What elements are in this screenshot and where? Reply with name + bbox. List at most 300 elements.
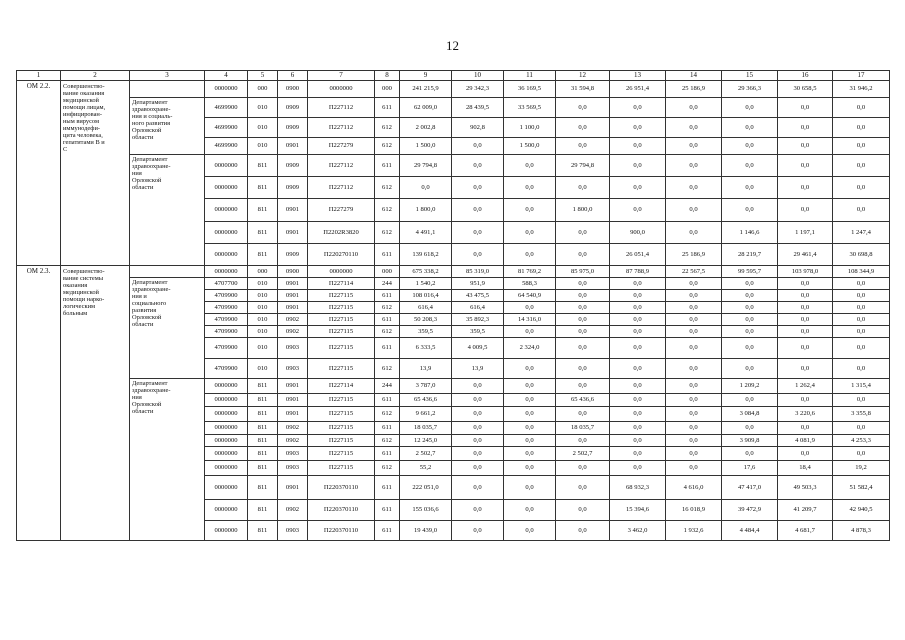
table-cell: 359,5 xyxy=(400,326,452,338)
table-cell: 0,0 xyxy=(666,199,722,222)
table-cell: 222 051,0 xyxy=(400,476,452,500)
table-row xyxy=(17,98,890,118)
table-cell: 0,0 xyxy=(833,138,890,155)
table-cell: П227115 xyxy=(308,435,375,447)
table-cell: П227115 xyxy=(308,302,375,314)
table-cell: 0,0 xyxy=(452,447,504,461)
table-cell: 0000000 xyxy=(205,155,248,177)
table-cell: 0,0 xyxy=(722,326,778,338)
table-cell: 0900 xyxy=(278,81,308,98)
table-cell: 4709900 xyxy=(205,359,248,379)
table-cell: 14 316,0 xyxy=(504,314,556,326)
table-cell: 4 484,4 xyxy=(722,521,778,541)
column-number-8: 8 xyxy=(375,71,400,81)
table-cell: 4707700 xyxy=(205,278,248,290)
column-number-14: 14 xyxy=(666,71,722,81)
table-cell: 4 616,0 xyxy=(666,476,722,500)
table-cell: 108 016,4 xyxy=(400,290,452,302)
table-cell: 4 081,9 xyxy=(778,435,833,447)
table-cell: 0,0 xyxy=(666,314,722,326)
table-cell: 616,4 xyxy=(400,302,452,314)
table-cell: 35 892,3 xyxy=(452,314,504,326)
table-cell: 0902 xyxy=(278,435,308,447)
table-cell: 000 xyxy=(248,81,278,98)
table-cell: 0901 xyxy=(278,394,308,407)
table-cell: 0,0 xyxy=(722,98,778,118)
table-cell: 18 035,7 xyxy=(556,422,610,435)
table-cell: 0,0 xyxy=(722,118,778,138)
table-cell: 31 594,8 xyxy=(556,81,610,98)
executor-department xyxy=(130,278,205,379)
table-cell: 30 698,8 xyxy=(833,244,890,266)
table-cell: 0,0 xyxy=(556,314,610,326)
table-cell: 0,0 xyxy=(666,359,722,379)
table-cell: 0,0 xyxy=(722,338,778,359)
table-cell: 359,5 xyxy=(452,326,504,338)
table-cell: 13,9 xyxy=(400,359,452,379)
table-cell: 0,0 xyxy=(833,422,890,435)
table-cell: 41 209,7 xyxy=(778,500,833,521)
table-cell: 811 xyxy=(248,422,278,435)
table-cell: 1 500,0 xyxy=(400,138,452,155)
table-cell: 0,0 xyxy=(666,379,722,394)
table-cell: 612 xyxy=(375,435,400,447)
table-cell: 0,0 xyxy=(504,521,556,541)
table-cell: 0,0 xyxy=(610,379,666,394)
table-cell: 616,4 xyxy=(452,302,504,314)
table-cell: П227112 xyxy=(308,98,375,118)
table-cell: 611 xyxy=(375,98,400,118)
table-cell: 0,0 xyxy=(504,222,556,244)
table-cell: 0,0 xyxy=(610,290,666,302)
table-cell: 811 xyxy=(248,244,278,266)
table-cell: 13,9 xyxy=(452,359,504,379)
table-cell: 900,0 xyxy=(610,222,666,244)
table-cell: 0,0 xyxy=(666,422,722,435)
table-cell: 1 500,0 xyxy=(504,138,556,155)
table-cell: 0,0 xyxy=(556,244,610,266)
table-cell: П227112 xyxy=(308,118,375,138)
table-cell: 0,0 xyxy=(504,177,556,199)
table-cell: 0,0 xyxy=(610,118,666,138)
table-cell: 0,0 xyxy=(833,98,890,118)
table-cell: 951,9 xyxy=(452,278,504,290)
table-cell: 4709900 xyxy=(205,290,248,302)
table-cell: 0,0 xyxy=(400,177,452,199)
table-cell: 0,0 xyxy=(833,302,890,314)
table-cell: П220370110 xyxy=(308,500,375,521)
table-cell: 4699900 xyxy=(205,138,248,155)
table-cell: 18,4 xyxy=(778,461,833,476)
table-cell: 010 xyxy=(248,138,278,155)
table-cell: 0901 xyxy=(278,278,308,290)
table-cell: 2 002,8 xyxy=(400,118,452,138)
table-cell: 0,0 xyxy=(504,461,556,476)
column-number-1: 1 xyxy=(17,71,61,81)
table-cell: 0,0 xyxy=(833,326,890,338)
table-cell: 0,0 xyxy=(833,118,890,138)
table-cell: 675 338,2 xyxy=(400,266,452,278)
page-number: 12 xyxy=(446,38,459,53)
table-cell: 611 xyxy=(375,500,400,521)
table-cell: 0,0 xyxy=(722,278,778,290)
table-row xyxy=(17,379,890,394)
column-number-2: 2 xyxy=(61,71,130,81)
table-cell: 0,0 xyxy=(556,278,610,290)
table-cell: 0,0 xyxy=(833,155,890,177)
table-cell: 103 978,0 xyxy=(778,266,833,278)
table-cell: 811 xyxy=(248,155,278,177)
table-cell: 0,0 xyxy=(833,290,890,302)
table-cell: 50 208,3 xyxy=(400,314,452,326)
table-cell: 0,0 xyxy=(452,500,504,521)
table-cell: 1 800,0 xyxy=(556,199,610,222)
table-cell: 0,0 xyxy=(666,394,722,407)
column-number-3: 3 xyxy=(130,71,205,81)
table-cell: 4709900 xyxy=(205,314,248,326)
table-cell: 0,0 xyxy=(556,407,610,422)
table-cell: 0,0 xyxy=(610,447,666,461)
table-cell: 0,0 xyxy=(504,199,556,222)
table-cell: 0,0 xyxy=(833,177,890,199)
column-number-5: 5 xyxy=(248,71,278,81)
table-cell: 0000000 xyxy=(205,177,248,199)
table-cell: 0,0 xyxy=(778,290,833,302)
table-cell: 1 209,2 xyxy=(722,379,778,394)
table-cell: 0,0 xyxy=(778,138,833,155)
table-cell: 3 787,0 xyxy=(400,379,452,394)
table-cell: 0,0 xyxy=(504,476,556,500)
table-cell: 36 169,5 xyxy=(504,81,556,98)
table-cell: 1 315,4 xyxy=(833,379,890,394)
executor-department xyxy=(130,379,205,541)
table-cell: 0,0 xyxy=(778,278,833,290)
table-cell: 51 582,4 xyxy=(833,476,890,500)
table-cell: 0000000 xyxy=(205,199,248,222)
table-cell: 0,0 xyxy=(556,222,610,244)
table-cell: 3 909,8 xyxy=(722,435,778,447)
table-cell: 0000000 xyxy=(205,461,248,476)
table-cell: 0,0 xyxy=(833,199,890,222)
table-cell: 1 197,1 xyxy=(778,222,833,244)
table-cell: 0,0 xyxy=(722,302,778,314)
table-cell: 0902 xyxy=(278,422,308,435)
column-number-7: 7 xyxy=(308,71,375,81)
table-cell: 25 186,9 xyxy=(666,244,722,266)
table-cell: 0,0 xyxy=(504,407,556,422)
table-cell: 0,0 xyxy=(610,435,666,447)
table-cell: 0,0 xyxy=(556,326,610,338)
table-cell: 0,0 xyxy=(666,98,722,118)
table-cell: 612 xyxy=(375,222,400,244)
table-cell: П227115 xyxy=(308,359,375,379)
table-cell: 4 253,3 xyxy=(833,435,890,447)
table-cell: 0,0 xyxy=(666,222,722,244)
table-cell: 0,0 xyxy=(778,338,833,359)
table-cell: 244 xyxy=(375,379,400,394)
table-cell: П227115 xyxy=(308,422,375,435)
table-cell: 47 417,0 xyxy=(722,476,778,500)
table-cell: 0,0 xyxy=(556,338,610,359)
table-cell: 0,0 xyxy=(778,98,833,118)
table-cell: 22 567,5 xyxy=(666,266,722,278)
table-cell: 16 018,9 xyxy=(666,500,722,521)
table-row xyxy=(17,278,890,290)
table-cell: 0,0 xyxy=(666,447,722,461)
table-cell: 611 xyxy=(375,338,400,359)
table-cell: 811 xyxy=(248,222,278,244)
table-cell: 0,0 xyxy=(722,314,778,326)
table-cell: 811 xyxy=(248,394,278,407)
table-cell: П220370110 xyxy=(308,521,375,541)
table-cell: 64 540,9 xyxy=(504,290,556,302)
table-cell: 0903 xyxy=(278,359,308,379)
table-cell: 0,0 xyxy=(504,244,556,266)
column-number-4: 4 xyxy=(205,71,248,81)
table-cell: 0,0 xyxy=(556,359,610,379)
table-cell: 0909 xyxy=(278,177,308,199)
table-cell: 0901 xyxy=(278,379,308,394)
table-cell: 612 xyxy=(375,407,400,422)
table-cell: 12 245,0 xyxy=(400,435,452,447)
table-cell: 010 xyxy=(248,359,278,379)
table-cell: 811 xyxy=(248,521,278,541)
table-row xyxy=(17,155,890,177)
table-cell: 26 951,4 xyxy=(610,81,666,98)
column-number-12: 12 xyxy=(556,71,610,81)
table-cell: 0903 xyxy=(278,447,308,461)
table-cell: 99 595,7 xyxy=(722,266,778,278)
table-cell: 87 788,9 xyxy=(610,266,666,278)
table-cell: 0000000 xyxy=(205,379,248,394)
executor-department-text: Департамент здравоохране- ния и социаль- ного развития Орловской области xyxy=(132,99,173,141)
table-cell: 0,0 xyxy=(778,302,833,314)
table-cell: П227114 xyxy=(308,379,375,394)
table-cell: 010 xyxy=(248,326,278,338)
table-cell: 0,0 xyxy=(556,379,610,394)
table-cell: П227115 xyxy=(308,290,375,302)
table-cell: 0901 xyxy=(278,138,308,155)
table-cell: 0,0 xyxy=(666,290,722,302)
table-cell: 241 215,9 xyxy=(400,81,452,98)
column-number-17: 17 xyxy=(833,71,890,81)
table-cell: П227115 xyxy=(308,338,375,359)
executor-department-text: Департамент здравоохране- ния Орловской области xyxy=(132,156,171,191)
table-cell: 0,0 xyxy=(778,359,833,379)
table-cell: 29 366,3 xyxy=(722,81,778,98)
executor-department xyxy=(130,155,205,266)
table-cell: 2 502,7 xyxy=(556,447,610,461)
table-cell: 0,0 xyxy=(452,138,504,155)
table-cell: 0,0 xyxy=(504,435,556,447)
table-cell: 0,0 xyxy=(833,314,890,326)
table-cell: 811 xyxy=(248,461,278,476)
table-cell: 6 333,5 xyxy=(400,338,452,359)
table-cell: 0,0 xyxy=(556,476,610,500)
table-cell: 1 800,0 xyxy=(400,199,452,222)
table-cell: 1 146,6 xyxy=(722,222,778,244)
table-cell: 42 940,5 xyxy=(833,500,890,521)
table-cell: 0000000 xyxy=(205,476,248,500)
table-cell: 0000000 xyxy=(205,447,248,461)
table-cell: 0900 xyxy=(278,266,308,278)
table-cell: 19 439,0 xyxy=(400,521,452,541)
table-cell: 611 xyxy=(375,290,400,302)
table-cell: 0000000 xyxy=(308,266,375,278)
table-cell: 0909 xyxy=(278,155,308,177)
table-cell: 0,0 xyxy=(666,435,722,447)
column-number-9: 9 xyxy=(400,71,452,81)
table-cell: 811 xyxy=(248,435,278,447)
table-cell: 811 xyxy=(248,500,278,521)
table-cell: 611 xyxy=(375,244,400,266)
table-cell: 4 491,1 xyxy=(400,222,452,244)
table-cell: 4699900 xyxy=(205,98,248,118)
table-cell: 0,0 xyxy=(452,379,504,394)
table-cell: П227115 xyxy=(308,461,375,476)
table-cell: 611 xyxy=(375,476,400,500)
executor-department xyxy=(130,81,205,98)
table-cell: 33 569,5 xyxy=(504,98,556,118)
table-cell: 0,0 xyxy=(666,407,722,422)
table-cell: 0,0 xyxy=(833,338,890,359)
table-cell: 0,0 xyxy=(610,461,666,476)
column-number-11: 11 xyxy=(504,71,556,81)
executor-department xyxy=(130,266,205,278)
table-cell: 811 xyxy=(248,379,278,394)
table-cell: 010 xyxy=(248,98,278,118)
table-cell: 2 502,7 xyxy=(400,447,452,461)
measure-name-text: Совершенство- вание системы оказания медицинской помощи нарко- логическим больным xyxy=(63,268,105,317)
table-cell: 0,0 xyxy=(778,314,833,326)
table-cell: 15 394,6 xyxy=(610,500,666,521)
table-cell: 0,0 xyxy=(722,177,778,199)
table-cell: 30 658,5 xyxy=(778,81,833,98)
table-cell: 0,0 xyxy=(452,476,504,500)
table-cell: 0,0 xyxy=(556,118,610,138)
table-cell: 0,0 xyxy=(833,359,890,379)
column-number-10: 10 xyxy=(452,71,504,81)
table-cell: 0902 xyxy=(278,314,308,326)
table-cell: 0,0 xyxy=(556,290,610,302)
table-cell: 0,0 xyxy=(722,138,778,155)
table-cell: 0,0 xyxy=(778,199,833,222)
table-cell: 0,0 xyxy=(610,407,666,422)
table-cell: П2202R3820 xyxy=(308,222,375,244)
executor-department xyxy=(130,98,205,155)
table-cell: 0,0 xyxy=(666,302,722,314)
measure-code: ОМ 2.2. xyxy=(17,81,61,266)
table-cell: 612 xyxy=(375,177,400,199)
table-cell: 612 xyxy=(375,326,400,338)
table-cell: 18 035,7 xyxy=(400,422,452,435)
table-cell: 0,0 xyxy=(452,244,504,266)
measure-name xyxy=(61,81,130,266)
table-cell: 0,0 xyxy=(504,394,556,407)
table-cell: 4709900 xyxy=(205,302,248,314)
table-cell: 0901 xyxy=(278,290,308,302)
table-cell: 0,0 xyxy=(610,278,666,290)
table-cell: 0,0 xyxy=(610,326,666,338)
table-cell: 010 xyxy=(248,302,278,314)
table-cell: 0,0 xyxy=(722,155,778,177)
table-cell: 811 xyxy=(248,407,278,422)
table-cell: 4 681,7 xyxy=(778,521,833,541)
column-number-16: 16 xyxy=(778,71,833,81)
table-cell: 244 xyxy=(375,278,400,290)
table-cell: 611 xyxy=(375,155,400,177)
table-cell: 4 009,5 xyxy=(452,338,504,359)
table-cell: 1 932,6 xyxy=(666,521,722,541)
table-cell: 0903 xyxy=(278,461,308,476)
table-cell: 010 xyxy=(248,314,278,326)
table-cell: 0000000 xyxy=(205,394,248,407)
table-cell: 0,0 xyxy=(610,314,666,326)
table-cell: 39 472,9 xyxy=(722,500,778,521)
table-cell: 49 503,3 xyxy=(778,476,833,500)
table-cell: 0909 xyxy=(278,244,308,266)
table-cell: 0,0 xyxy=(556,98,610,118)
table-cell: П220270110 xyxy=(308,244,375,266)
table-cell: 811 xyxy=(248,476,278,500)
table-cell: 4709900 xyxy=(205,326,248,338)
table-cell: П227279 xyxy=(308,138,375,155)
table-cell: П227115 xyxy=(308,447,375,461)
table-cell: 1 247,4 xyxy=(833,222,890,244)
table-cell: 0901 xyxy=(278,476,308,500)
table-cell: 4 878,3 xyxy=(833,521,890,541)
table-cell: 85 319,0 xyxy=(452,266,504,278)
table-cell: 1 540,2 xyxy=(400,278,452,290)
table-cell: 0,0 xyxy=(833,447,890,461)
table-cell: 010 xyxy=(248,118,278,138)
table-cell: 29 461,4 xyxy=(778,244,833,266)
table-cell: 65 436,6 xyxy=(556,394,610,407)
executor-department-text: Департамент здравоохране- ния Орловской области xyxy=(132,380,171,415)
table-row xyxy=(17,266,890,278)
table-cell: 0000000 xyxy=(205,407,248,422)
measure-code: ОМ 2.3. xyxy=(17,266,61,541)
table-cell: 0000000 xyxy=(205,500,248,521)
table-cell: 0,0 xyxy=(778,447,833,461)
table-cell: 0903 xyxy=(278,521,308,541)
table-cell: 9 661,2 xyxy=(400,407,452,422)
table-cell: 0,0 xyxy=(610,394,666,407)
table-cell: 0,0 xyxy=(556,138,610,155)
table-cell: 0,0 xyxy=(504,326,556,338)
table-cell: 0000000 xyxy=(205,521,248,541)
table-cell: 0901 xyxy=(278,222,308,244)
table-cell: 4699900 xyxy=(205,118,248,138)
table-cell: 0,0 xyxy=(504,359,556,379)
table-cell: 0,0 xyxy=(666,338,722,359)
table-cell: 0,0 xyxy=(666,138,722,155)
table-cell: 29 342,3 xyxy=(452,81,504,98)
table-cell: 0909 xyxy=(278,98,308,118)
table-cell: 3 462,0 xyxy=(610,521,666,541)
table-cell: 65 436,6 xyxy=(400,394,452,407)
table-cell: 0,0 xyxy=(556,521,610,541)
measure-name xyxy=(61,266,130,541)
table-cell: 0903 xyxy=(278,338,308,359)
table-cell: 0,0 xyxy=(452,435,504,447)
table-cell: 0,0 xyxy=(666,118,722,138)
table-cell: 4709900 xyxy=(205,338,248,359)
table-cell: П227112 xyxy=(308,155,375,177)
table-cell: 0,0 xyxy=(452,461,504,476)
table-cell: 588,3 xyxy=(504,278,556,290)
table-cell: 28 219,7 xyxy=(722,244,778,266)
